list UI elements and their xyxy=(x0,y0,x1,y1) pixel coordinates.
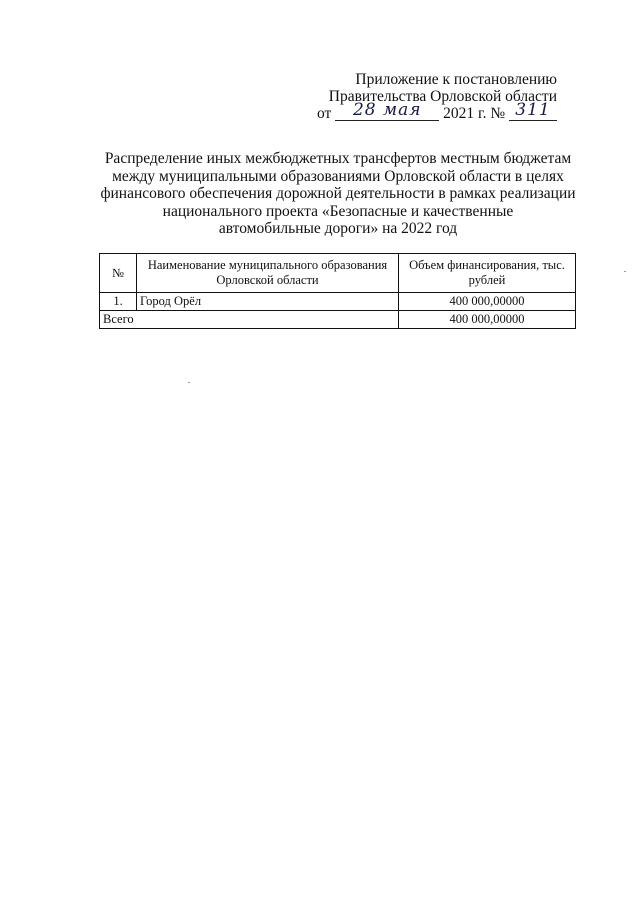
table-total-row xyxy=(100,311,576,329)
date-prefix: от xyxy=(317,105,332,122)
appendix-line-2: Правительства Орловской области xyxy=(328,88,557,105)
row-name: Город Орёл xyxy=(137,293,399,311)
header-amount: Объем финансирования, тыс. рублей xyxy=(399,254,576,293)
total-amount: 400 000,00000 xyxy=(399,311,576,329)
row-amount: 400 000,00000 xyxy=(399,293,576,311)
title-line-4: национального проекта «Безопасные и качественные xyxy=(162,202,514,220)
handwritten-number: 311 xyxy=(515,100,551,120)
distribution-table xyxy=(99,253,576,329)
header-name: Наименование муниципального образования Орловской области xyxy=(137,254,399,293)
document-title xyxy=(100,150,576,238)
scan-speck xyxy=(624,271,626,272)
total-label: Всего xyxy=(100,311,399,329)
table-row xyxy=(100,293,576,311)
number-field xyxy=(509,100,557,121)
appendix-header xyxy=(317,71,557,122)
handwritten-date: 28 мая xyxy=(352,100,422,120)
appendix-line-1: Приложение к постановлению xyxy=(355,71,557,88)
title-line-3: финансового обеспечения дорожной деятельности в рамках реализации xyxy=(100,185,576,202)
table-header-row xyxy=(100,254,576,293)
title-line-1: Распределение иных межбюджетных трансфертов местным бюджетам xyxy=(104,150,572,167)
title-line-2: между муниципальными образованиями Орловской области в целях xyxy=(112,167,564,185)
appendix-line-3 xyxy=(317,100,557,122)
title-line-5: автомобильные дороги» на 2022 год xyxy=(218,220,458,237)
row-num: 1. xyxy=(100,293,137,311)
year-label: 2021 г. № xyxy=(443,105,506,122)
date-field xyxy=(335,100,439,121)
scan-speck xyxy=(188,382,190,383)
header-num: № xyxy=(100,254,137,293)
